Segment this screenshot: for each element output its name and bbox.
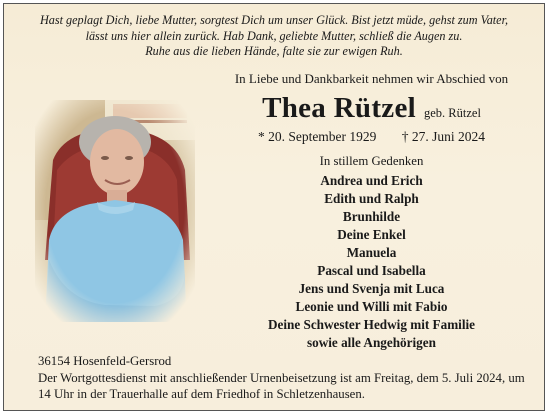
mourner: Brunhilde: [342, 209, 401, 224]
portrait-illustration: [35, 100, 195, 322]
mourner: Jens und Svenja mit Luca: [298, 281, 445, 296]
life-dates: [194, 129, 549, 145]
mourner: Deine Enkel: [337, 227, 406, 242]
mourner: Edith und Ralph: [324, 191, 419, 206]
farewell-intro: In Liebe und Dankbarkeit nehmen wir Abschied von: [234, 71, 509, 86]
name-line: [194, 92, 549, 125]
portrait-photo: [35, 100, 195, 322]
poem-line: lässt uns hier allein zurück. Hab Dank, geliebte Mutter, schließ die Augen zu.: [85, 28, 463, 43]
mourner: Deine Schwester Hedwig mit Familie: [267, 317, 476, 332]
deceased-name: Thea Rützel: [262, 92, 416, 124]
service-line: 14 Uhr in der Trauerhalle auf dem Friedhof in Schletzenhausen.: [38, 387, 365, 401]
location: 36154 Hosenfeld-Gersrod: [38, 354, 172, 368]
obituary-card: [3, 3, 545, 411]
death-date: † 27. Juni 2024: [401, 129, 486, 144]
poem-line: Ruhe aus die lieben Hände, falte sie zur ewigen Ruh.: [145, 44, 403, 58]
birth-date: * 20. September 1929: [257, 129, 377, 144]
mourner: Leonie und Willi mit Fabio: [295, 299, 448, 314]
service-line: Der Wortgottesdienst mit anschließender Urnenbeisetzung ist am Freitag, dem 5. Juli 2024, um: [38, 371, 525, 385]
mourners-list: [194, 172, 549, 352]
mourner: Andrea und Erich: [320, 173, 423, 188]
poem-line: Hast geplagt Dich, liebe Mutter, sorgtest Dich um unser Glück. Bist jetzt müde, gehst zum Vater,: [39, 13, 509, 27]
service-announcement: [38, 370, 548, 402]
memoriam-text: In stillem Gedenken: [319, 154, 424, 168]
mourner: Manuela: [346, 245, 397, 260]
poem: [14, 13, 534, 60]
birth-name: geb. Rützel: [423, 106, 481, 120]
mourner: sowie alle Angehörigen: [307, 335, 436, 350]
mourner: Pascal und Isabella: [317, 263, 426, 278]
